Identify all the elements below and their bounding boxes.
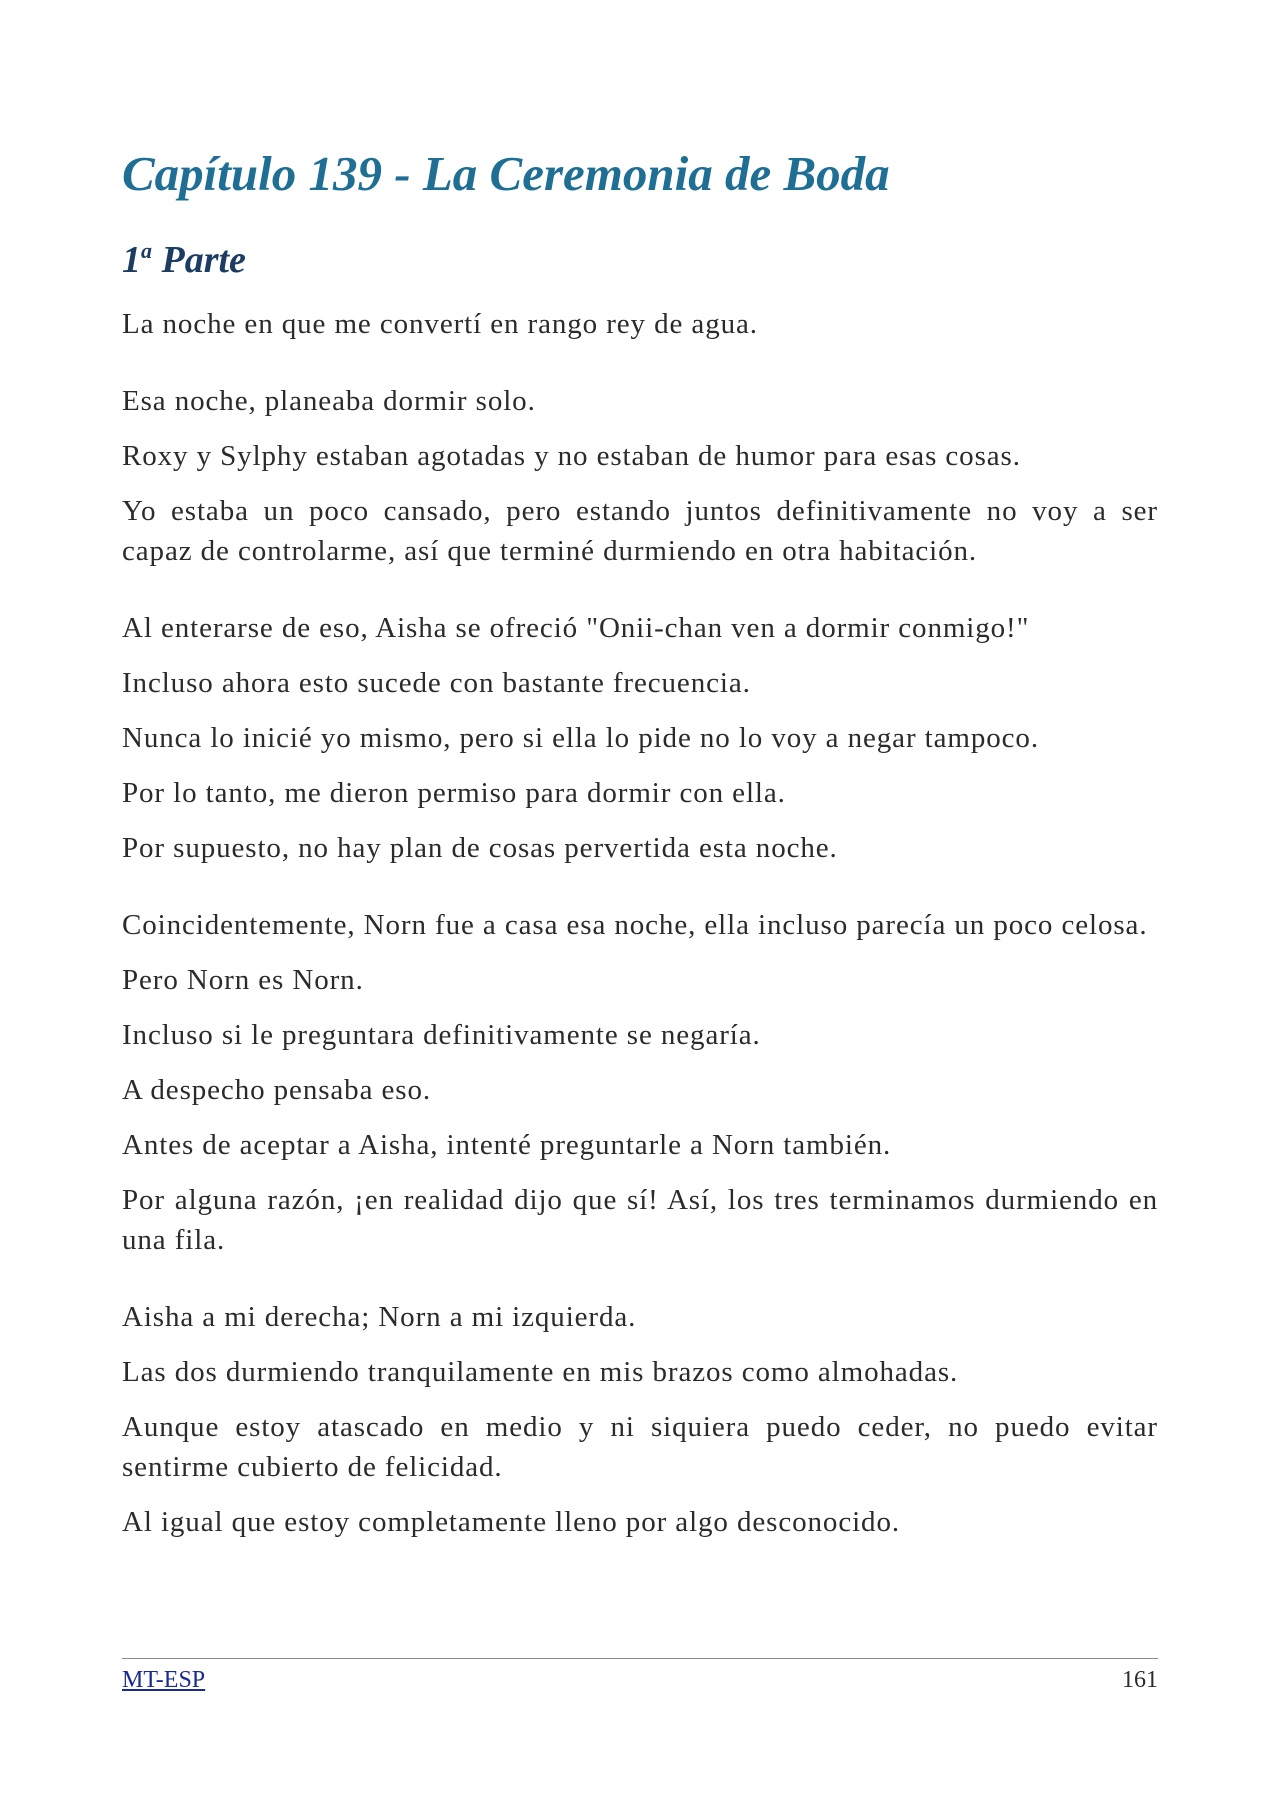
paragraph: Coincidentemente, Norn fue a casa esa noche, ella incluso parecía un poco celosa. xyxy=(122,909,1148,941)
chapter-title: Capítulo 139 - La Ceremonia de Boda xyxy=(122,146,890,201)
paragraph: Antes de aceptar a Aisha, intenté preguntarle a Norn también. xyxy=(122,1129,892,1161)
paragraph: Roxy y Sylphy estaban agotadas y no estaban de humor para esas cosas. xyxy=(122,440,1021,472)
paragraph: Aunque estoy atascado en medio y ni siquiera puedo ceder, no puedo evitar sentirme cubierto de felicidad. xyxy=(122,1411,1158,1483)
part-label: Parte xyxy=(161,239,246,281)
paragraph: Nunca lo inicié yo mismo, pero si ella lo pide no lo voy a negar tampoco. xyxy=(122,722,1039,754)
part-heading xyxy=(122,236,246,284)
chapter-body xyxy=(122,304,1158,1557)
paragraph: Al igual que estoy completamente lleno por algo desconocido. xyxy=(122,1506,900,1538)
paragraph: Incluso ahora esto sucede con bastante frecuencia. xyxy=(122,667,751,699)
paragraph: Al enterarse de eso, Aisha se ofreció "Onii-chan ven a dormir conmigo!" xyxy=(122,612,1030,644)
page-footer xyxy=(122,1658,1158,1695)
paragraph: Aisha a mi derecha; Norn a mi izquierda. xyxy=(122,1301,637,1333)
paragraph: Pero Norn es Norn. xyxy=(122,964,364,996)
page-number: 161 xyxy=(1122,1667,1158,1693)
paragraph: Por supuesto, no hay plan de cosas pervertida esta noche. xyxy=(122,832,838,864)
paragraph: Las dos durmiendo tranquilamente en mis brazos como almohadas. xyxy=(122,1356,959,1388)
document-page xyxy=(122,0,1158,1811)
paragraph: Esa noche, planeaba dormir solo. xyxy=(122,385,536,417)
part-number: 1 xyxy=(122,239,141,281)
paragraph: Por alguna razón, ¡en realidad dijo que sí! Así, los tres terminamos durmiendo en una fila. xyxy=(122,1184,1158,1256)
paragraph: Yo estaba un poco cansado, pero estando juntos definitivamente no voy a ser capaz de controlarme, así que terminé durmiendo en otra habitación. xyxy=(122,495,1158,567)
part-ordinal: a xyxy=(141,238,152,263)
paragraph: Incluso si le preguntara definitivamente se negaría. xyxy=(122,1019,761,1051)
site-link[interactable]: MT-ESP xyxy=(122,1667,206,1693)
paragraph: La noche en que me convertí en rango rey de agua. xyxy=(122,308,758,340)
paragraph: Por lo tanto, me dieron permiso para dormir con ella. xyxy=(122,777,786,809)
paragraph: A despecho pensaba eso. xyxy=(122,1074,432,1106)
